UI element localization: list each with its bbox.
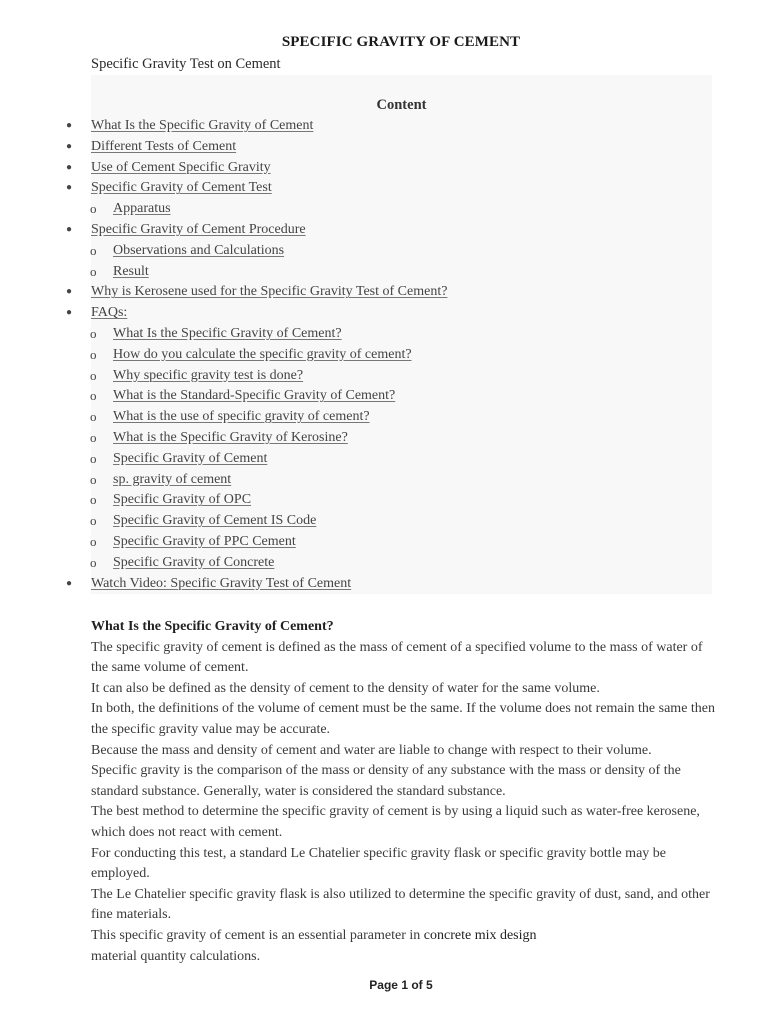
bullet-dot-icon: ● — [66, 120, 73, 131]
toc-link[interactable]: sp. gravity of cement — [113, 471, 232, 487]
section-paragraphs — [91, 638, 716, 926]
toc-link[interactable]: Why specific gravity test is done? — [113, 367, 304, 383]
toc-link[interactable]: Specific Gravity of Cement Procedure — [91, 221, 306, 237]
section-paragraph: The Le Chatelier specific gravity flask is also utilized to determine the specific gravity of dust, sand, and other fine materials. — [91, 886, 710, 923]
bullet-dot-icon: ● — [66, 286, 73, 298]
bullet-circle-icon: o — [90, 492, 97, 508]
toc-link[interactable]: Different Tests of Cement — [91, 138, 237, 154]
bullet-circle-icon: o — [90, 242, 97, 258]
toc-link[interactable]: How do you calculate the specific gravity of cement? — [113, 346, 412, 362]
section-paragraph: For conducting this test, a standard Le Chatelier specific gravity flask or specific gravity bottle may be employed. — [91, 845, 666, 882]
section-paragraph: The best method to determine the specific gravity of cement is by using a liquid such as water-free kerosene, which does not react with cement. — [91, 804, 700, 840]
toc-link[interactable]: What Is the Specific Gravity of Cement? — [113, 325, 342, 341]
paragraph-text: This specific gravity of cement is an essential parameter in — [91, 927, 424, 943]
bullet-circle-icon: o — [90, 201, 97, 217]
bullet-circle-icon: o — [90, 450, 97, 466]
bullet-circle-icon: o — [90, 409, 97, 425]
toc-link[interactable]: What is the Standard-Specific Gravity of Cement? — [113, 388, 396, 404]
bullet-circle-icon: o — [90, 513, 97, 529]
document-title: SPECIFIC GRAVITY OF CEMENT — [281, 34, 521, 50]
toc-link[interactable]: Apparatus — [113, 201, 171, 217]
bullet-circle-icon: o — [90, 533, 97, 549]
toc-link[interactable]: Specific Gravity of Cement — [113, 450, 268, 466]
paragraph-text: material quantity calculations. — [91, 948, 261, 964]
bullet-circle-icon: o — [90, 388, 97, 404]
bullet-dot-icon: ● — [66, 223, 73, 235]
page-of: of — [408, 978, 426, 992]
bullet-dot-icon: ● — [66, 140, 73, 152]
page-footer — [0, 978, 768, 992]
toc-link[interactable]: Specific Gravity of PPC Cement — [113, 533, 296, 549]
toc-link[interactable]: Specific Gravity of OPC — [113, 492, 252, 508]
toc-heading: Content — [376, 97, 427, 113]
bullet-circle-icon: o — [90, 346, 97, 362]
toc-link[interactable]: Specific Gravity of Concrete — [113, 554, 275, 570]
page-number-total: 5 — [426, 978, 433, 992]
toc-link[interactable]: Observations and Calculations — [113, 242, 285, 258]
bullet-circle-icon: o — [90, 554, 97, 570]
section-heading: What Is the Specific Gravity of Cement? — [91, 619, 334, 634]
bullet-circle-icon: o — [90, 263, 97, 279]
toc-link[interactable]: Specific Gravity of Cement Test — [91, 180, 272, 196]
page-number-current: 1 — [401, 978, 408, 992]
toc-link[interactable]: What is the Specific Gravity of Kerosine? — [113, 429, 348, 445]
bullet-circle-icon: o — [90, 429, 97, 445]
toc-link[interactable]: Why is Kerosene used for the Specific Gravity Test of Cement? — [91, 284, 448, 300]
content-section — [91, 617, 716, 967]
bullet-dot-icon: ● — [66, 161, 73, 173]
bullet-circle-icon: o — [90, 325, 97, 341]
toc-link[interactable]: FAQs: — [91, 305, 128, 321]
toc-link[interactable]: Result — [113, 263, 149, 279]
concrete-mix-design-link[interactable]: concrete mix design — [423, 927, 537, 943]
section-paragraph: In both, the definitions of the volume of cement must be the same. If the volume does not remain the same then the specific gravity value may be accurate. — [91, 701, 716, 737]
document-subtitle: Specific Gravity Test on Cement — [91, 56, 281, 72]
section-paragraph: The specific gravity of cement is defined as the mass of cement of a specified volume to the mass of water of the same volume of cement. — [91, 639, 703, 676]
section-paragraph-last — [91, 926, 716, 967]
section-paragraph: Specific gravity is the comparison of the mass or density of any substance with the mass or density of the standard substance. Generally, water is considered the standard substance. — [91, 763, 681, 799]
toc-link[interactable]: Watch Video: Specific Gravity Test of Cement — [91, 575, 352, 591]
section-paragraph: Because the mass and density of cement and water are liable to change with respect to their volume. — [91, 742, 652, 758]
page-prefix: Page — [369, 978, 402, 992]
section-paragraph: It can also be defined as the density of cement to the density of water for the same volume. — [91, 680, 600, 696]
bullet-dot-icon: ● — [66, 307, 73, 319]
toc-link[interactable]: What Is the Specific Gravity of Cement — [91, 118, 314, 133]
bullet-dot-icon: ● — [66, 577, 73, 589]
toc-link[interactable]: What is the use of specific gravity of cement? — [113, 409, 370, 425]
bullet-circle-icon: o — [90, 471, 97, 487]
toc-link[interactable]: Specific Gravity of Cement IS Code — [113, 513, 317, 529]
toc-link[interactable]: Use of Cement Specific Gravity — [91, 159, 271, 175]
bullet-circle-icon: o — [90, 367, 97, 383]
bullet-dot-icon: ● — [66, 182, 73, 194]
